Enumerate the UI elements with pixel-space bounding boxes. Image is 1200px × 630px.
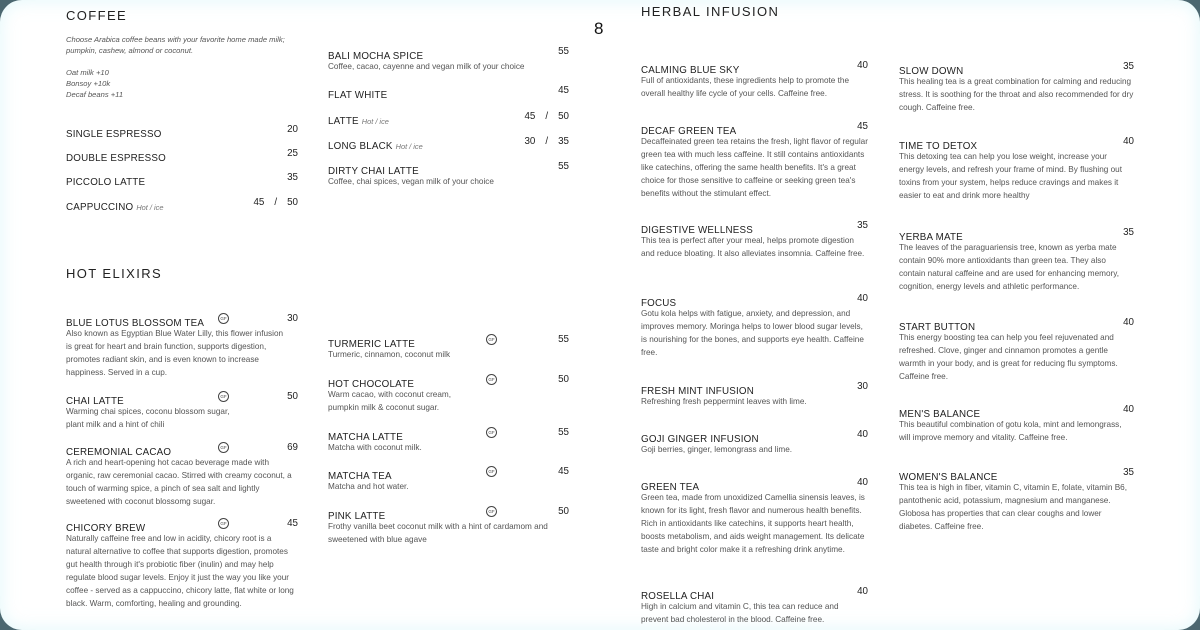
item-price: 40 xyxy=(857,429,868,440)
item-description: Matcha and hot water. xyxy=(328,482,409,491)
hot-elixirs-section-title: HOT ELIXIRS xyxy=(66,266,163,281)
menu-item xyxy=(641,429,868,456)
item-name: DOUBLE ESPRESSO xyxy=(66,153,166,164)
item-prices xyxy=(524,136,569,147)
menu-item xyxy=(899,467,1134,533)
menu-item xyxy=(328,111,569,125)
gluten-free-icon: GF xyxy=(218,391,229,402)
item-price: 30 xyxy=(857,381,868,392)
item-name: PINK LATTE xyxy=(328,511,386,522)
item-name: MATCHA LATTE xyxy=(328,432,403,443)
menu-item xyxy=(899,136,1134,202)
gluten-free-icon: GF xyxy=(486,427,497,438)
herbal-infusion-section-title: HERBAL INFUSION xyxy=(641,4,780,19)
item-price: 35 xyxy=(1123,61,1134,72)
item-description: High in calcium and vitamin C, this tea can reduce and prevent bad cholesterol in the blood. Caffeine free. xyxy=(641,602,839,624)
item-name: CEREMONIAL CACAO xyxy=(66,447,172,458)
menu-item xyxy=(328,334,569,361)
menu-item xyxy=(328,374,569,414)
item-name: TIME TO DETOX xyxy=(899,141,978,152)
item-price: 50 xyxy=(558,374,569,385)
item-price: 40 xyxy=(857,586,868,597)
menu-item xyxy=(899,227,1134,293)
item-description: Goji berries, ginger, lemongrass and lime. xyxy=(641,445,793,454)
item-description: Gotu kola helps with fatigue, anxiety, and depression, and improves memory. Moringa helps to lower blood sugar levels, is nourishing for the bones, and supports eye health. Caffeine free. xyxy=(641,309,864,357)
menu-item xyxy=(328,136,569,150)
item-price: 69 xyxy=(287,442,298,453)
menu-item xyxy=(328,466,569,493)
price-hot: 30 xyxy=(524,136,536,147)
item-price: 35 xyxy=(1123,467,1134,478)
item-note: Hot / ice xyxy=(361,117,389,126)
item-description: This healing tea is a great combination for calming and reducing stress. It is soothing for the throat and also recommended for dry cough. Caffeine free. xyxy=(899,77,1134,112)
item-name: LATTE xyxy=(328,116,359,127)
item-price: 25 xyxy=(287,148,298,159)
item-name: ROSELLA CHAI xyxy=(641,591,715,602)
menu-item xyxy=(899,61,1134,114)
item-price: 45 xyxy=(857,121,868,132)
item-name: HOT CHOCOLATE xyxy=(328,379,415,390)
item-price: 40 xyxy=(857,293,868,304)
item-description: Refreshing fresh peppermint leaves with lime. xyxy=(641,397,807,406)
item-name: CHAI LATTE xyxy=(66,396,124,407)
item-price: 55 xyxy=(558,427,569,438)
gluten-free-icon: GF xyxy=(218,518,229,529)
item-description: A rich and heart-opening hot cacao beverage made with organic, raw ceremonial cacao. Stirred with creamy coconut, a touch of warming spice, a pinch of sea salt and lightly sweetened with coconut blossomg sugar. xyxy=(66,458,292,506)
menu-item xyxy=(328,85,569,99)
item-price: 50 xyxy=(558,506,569,517)
menu-item xyxy=(66,518,298,610)
item-name: SINGLE ESPRESSO xyxy=(66,129,162,140)
menu-item xyxy=(66,148,298,162)
item-description: Warming chai spices, coconu blossom sugar, plant milk and a hint of chili xyxy=(66,407,230,429)
coffee-extra: Bonsoy +10k xyxy=(66,79,111,88)
price-ice: 35 xyxy=(558,136,569,147)
item-description: This tea is high in fiber, vitamin C, vitamin E, folate, vitamin B6, pantothenic acid, potassium, magnesium and manganese. Globosa has properties that can clear coughs and lower diabetes. Caffeine free. xyxy=(899,483,1127,531)
menu-item xyxy=(66,197,298,211)
menu-item xyxy=(899,317,1134,383)
menu-item xyxy=(66,172,298,186)
item-name: PICCOLO LATTE xyxy=(66,177,146,188)
item-name: FLAT WHITE xyxy=(328,90,388,101)
item-name: DIRTY CHAI LATTE xyxy=(328,166,419,177)
price-separator: / xyxy=(545,136,549,147)
price-ice: 50 xyxy=(287,197,298,208)
item-description: This tea is perfect after your meal, helps promote digestion and reduce bloating. It also alleviates insomnia. Caffeine free. xyxy=(641,236,865,258)
gluten-free-icon: GF xyxy=(486,334,497,345)
gluten-free-icon: GF xyxy=(218,442,229,453)
item-price: 45 xyxy=(558,85,569,96)
item-description: The leaves of the paraguariensis tree, known as yerba mate contain 90% more antioxidants than green tea. They also contain natural caffeine and are used for enhancing memory, cognition, energy levels and athletic performance. xyxy=(899,243,1119,291)
menu-item xyxy=(641,121,868,200)
item-price: 40 xyxy=(1123,404,1134,415)
item-name: CHICORY BREW xyxy=(66,523,146,534)
item-description: Also known as Egyptian Blue Water Lilly, this flower infusion is great for heart and brain function, supports digestion, promotes radiant skin, and is even known to increase happiness. Served in a cup. xyxy=(66,329,284,377)
item-name: SLOW DOWN xyxy=(899,66,964,77)
item-description: Naturally caffeine free and low in acidity, chicory root is a natural alternative to coffee that supports digestion, promotes gut health through it's probiotic fiber (inulin) and may help regulate blood sugar levels. Enjoy it just the way you like your coffee - served as a cappuccino, chicory latte, flat white or long black. Warm, comforting, healing and grounding. xyxy=(66,534,294,608)
price-hot: 45 xyxy=(524,111,536,122)
item-description: This energy boosting tea can help you feel rejuvenated and refreshed. Clove, ginger and cinnamon promotes a gentle warmth in your body, and is great for reducing flu symptoms. Caffeine free. xyxy=(899,333,1118,381)
menu-item xyxy=(641,293,868,359)
item-price: 45 xyxy=(558,466,569,477)
item-description: Frothy vanilla beet coconut milk with a hint of cardamom and sweetened with blue agave xyxy=(328,522,548,544)
item-price: 40 xyxy=(1123,317,1134,328)
item-price: 35 xyxy=(1123,227,1134,238)
gluten-free-icon: GF xyxy=(486,506,497,517)
item-price: 55 xyxy=(558,334,569,345)
item-price: 35 xyxy=(857,220,868,231)
item-note: Hot / ice xyxy=(136,203,164,212)
coffee-intro: Choose Arabica coffee beans with your favorite home made milk; pumpkin, cashew, almond or coconut. xyxy=(66,35,285,55)
item-name: DIGESTIVE WELLNESS xyxy=(641,225,753,236)
price-separator: / xyxy=(545,111,549,122)
menu-item xyxy=(641,381,868,408)
price-separator: / xyxy=(274,197,278,208)
item-description: Coffee, cacao, cayenne and vegan milk of your choice xyxy=(328,62,525,71)
menu-item xyxy=(66,442,298,508)
menu-item xyxy=(328,161,569,188)
item-name: GREEN TEA xyxy=(641,482,700,493)
item-name: FOCUS xyxy=(641,298,677,309)
gluten-free-icon: GF xyxy=(486,466,497,477)
item-price: 55 xyxy=(558,46,569,57)
item-price: 40 xyxy=(857,60,868,71)
menu-item xyxy=(328,46,569,73)
menu-item xyxy=(66,124,298,138)
item-name: BALI MOCHA SPICE xyxy=(328,51,424,62)
item-name: DECAF GREEN TEA xyxy=(641,126,737,137)
menu-item xyxy=(66,313,298,379)
gluten-free-icon: GF xyxy=(486,374,497,385)
item-price: 30 xyxy=(287,313,298,324)
item-description: Turmeric, cinnamon, coconut milk xyxy=(328,350,451,359)
item-name: BLUE LOTUS BLOSSOM TEA xyxy=(66,318,205,329)
coffee-extra: Decaf beans +11 xyxy=(66,90,124,99)
item-description: Decaffeinated green tea retains the fresh, light flavor of regular green tea with much less caffeine. It still contains antioxidants like catechins, offering the same health benefits. It's a great choice for those sensitive to caffeine or seeking green tea's benefits without the stimulant effect. xyxy=(641,137,868,198)
item-description: This detoxing tea can help you lose weight, increase your energy levels, and refresh your frame of mind. By flushing out toxins from your system, helps reduce cravings and makes it easier to eat and drink more healthy xyxy=(899,152,1122,200)
menu-item xyxy=(899,404,1134,444)
item-description: Coffee, chai spices, vegan milk of your choice xyxy=(328,177,494,186)
item-prices xyxy=(524,111,569,122)
coffee-section-title: COFFEE xyxy=(66,8,128,23)
item-price: 20 xyxy=(287,124,298,135)
menu-item xyxy=(328,427,569,454)
item-name: CAPPUCCINO xyxy=(66,202,134,213)
gluten-free-icon: GF xyxy=(218,313,229,324)
item-price: 35 xyxy=(287,172,298,183)
item-price: 50 xyxy=(287,391,298,402)
item-price: 40 xyxy=(1123,136,1134,147)
item-description: Green tea, made from unoxidized Camellia sinensis leaves, is known for its light, fresh flavor and numerous health benefits. Rich in antioxidants like catechins, it supports heart health, boosts metabolism, and aids weight management. Its delicate taste and bright color make it a refreshing drink anytime. xyxy=(641,493,865,554)
item-name: TURMERIC LATTE xyxy=(328,339,415,350)
item-description: Full of antioxidants, these ingredients help to promote the overall healthy life cycle of your cells. Caffeine free. xyxy=(641,76,849,98)
price-ice: 50 xyxy=(558,111,569,122)
item-description: Matcha with coconut milk. xyxy=(328,443,422,452)
item-price: 55 xyxy=(558,161,569,172)
item-name: MATCHA TEA xyxy=(328,471,392,482)
item-name: GOJI GINGER INFUSION xyxy=(641,434,759,445)
item-price: 45 xyxy=(287,518,298,529)
item-name: CALMING BLUE SKY xyxy=(641,65,740,76)
menu-item xyxy=(641,586,868,626)
menu-item xyxy=(328,506,569,546)
item-name: FRESH MINT INFUSION xyxy=(641,386,755,397)
price-hot: 45 xyxy=(253,197,265,208)
item-prices xyxy=(253,197,298,208)
item-note: Hot / ice xyxy=(395,142,423,151)
item-description: Warm cacao, with coconut cream, pumpkin milk & coconut sugar. xyxy=(328,390,452,412)
item-name: MEN'S BALANCE xyxy=(899,409,981,420)
menu-item xyxy=(641,220,868,260)
item-description: This beautiful combination of gotu kola, mint and lemongrass, will improve memory and vitality. Caffeine free. xyxy=(899,420,1122,442)
menu-item xyxy=(641,477,868,556)
item-price: 40 xyxy=(857,477,868,488)
item-name: YERBA MATE xyxy=(899,232,963,243)
item-name: WOMEN'S BALANCE xyxy=(899,472,998,483)
coffee-extra: Oat milk +10 xyxy=(66,68,109,77)
page-number: 8 xyxy=(594,19,604,38)
item-name: LONG BLACK xyxy=(328,141,393,152)
menu-item xyxy=(66,391,298,431)
menu-item xyxy=(641,60,868,100)
item-name: START BUTTON xyxy=(899,322,976,333)
